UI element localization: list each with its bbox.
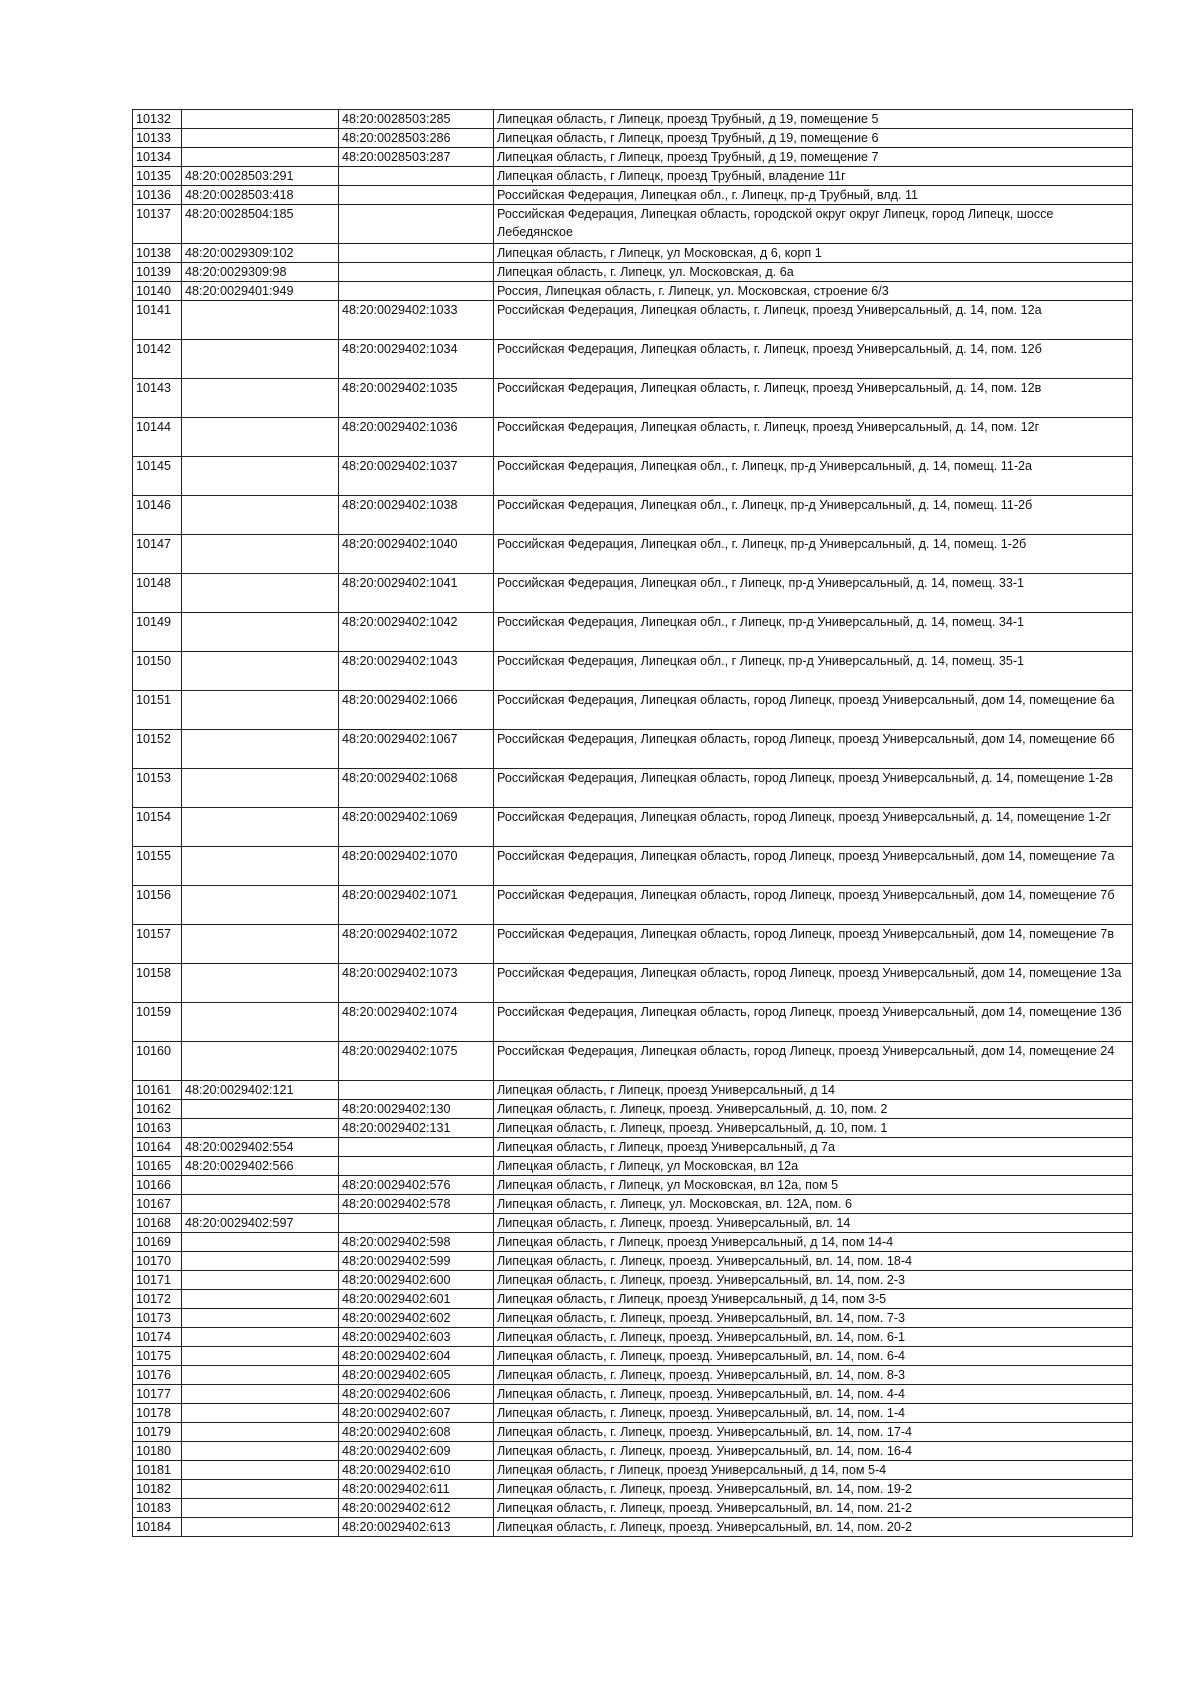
row-number-cell: 10156: [133, 886, 182, 925]
table-row: [133, 613, 1133, 652]
table-row: [133, 691, 1133, 730]
address-cell: Российская Федерация, Липецкая область, город Липецк, проезд Универсальный, дом 14, помещение 6а: [494, 691, 1133, 730]
table-row: [133, 1290, 1133, 1309]
land-cadastral-number-cell: [182, 730, 339, 769]
address-cell: Российская Федерация, Липецкая область, г. Липецк, проезд Универсальный, д. 14, пом. 12в: [494, 379, 1133, 418]
row-number-cell: 10150: [133, 652, 182, 691]
land-cadastral-number-cell: 48:20:0029309:98: [182, 263, 339, 282]
row-number-cell: 10169: [133, 1233, 182, 1252]
land-cadastral-number-cell: [182, 457, 339, 496]
table-row: [133, 1176, 1133, 1195]
row-number-cell: 10135: [133, 167, 182, 186]
premises-cadastral-number-cell: 48:20:0029402:609: [339, 1442, 494, 1461]
row-number-cell: 10146: [133, 496, 182, 535]
premises-cadastral-number-cell: 48:20:0029402:606: [339, 1385, 494, 1404]
land-cadastral-number-cell: [182, 925, 339, 964]
row-number-cell: 10133: [133, 129, 182, 148]
land-cadastral-number-cell: [182, 1176, 339, 1195]
premises-cadastral-number-cell: 48:20:0029402:607: [339, 1404, 494, 1423]
premises-cadastral-number-cell: 48:20:0029402:1036: [339, 418, 494, 457]
row-number-cell: 10149: [133, 613, 182, 652]
land-cadastral-number-cell: [182, 1003, 339, 1042]
premises-cadastral-number-cell: 48:20:0029402:611: [339, 1480, 494, 1499]
row-number-cell: 10180: [133, 1442, 182, 1461]
premises-cadastral-number-cell: 48:20:0029402:1074: [339, 1003, 494, 1042]
premises-cadastral-number-cell: 48:20:0029402:1040: [339, 535, 494, 574]
premises-cadastral-number-cell: 48:20:0029402:613: [339, 1518, 494, 1537]
premises-cadastral-number-cell: 48:20:0029402:610: [339, 1461, 494, 1480]
address-cell: Липецкая область, г. Липецк, проезд. Универсальный, вл. 14, пом. 6-1: [494, 1328, 1133, 1347]
address-cell: Россия, Липецкая область, г. Липецк, ул. Московская, строение 6/3: [494, 282, 1133, 301]
address-cell: Липецкая область, г Липецк, проезд Трубный, д 19, помещение 7: [494, 148, 1133, 167]
address-cell: Российская Федерация, Липецкая обл., г Липецк, пр-д Универсальный, д. 14, помещ. 33-1: [494, 574, 1133, 613]
row-number-cell: 10176: [133, 1366, 182, 1385]
table-row: [133, 1271, 1133, 1290]
row-number-cell: 10168: [133, 1214, 182, 1233]
land-cadastral-number-cell: 48:20:0028503:418: [182, 186, 339, 205]
premises-cadastral-number-cell: 48:20:0029402:1067: [339, 730, 494, 769]
row-number-cell: 10141: [133, 301, 182, 340]
premises-cadastral-number-cell: 48:20:0029402:1035: [339, 379, 494, 418]
table-row: [133, 186, 1133, 205]
premises-cadastral-number-cell: 48:20:0029402:131: [339, 1119, 494, 1138]
premises-cadastral-number-cell: 48:20:0028503:285: [339, 110, 494, 129]
address-cell: Российская Федерация, Липецкая обл., г. Липецк, пр-д Трубный, влд. 11: [494, 186, 1133, 205]
table-row: [133, 148, 1133, 167]
table-row: [133, 925, 1133, 964]
table-row: [133, 1214, 1133, 1233]
row-number-cell: 10182: [133, 1480, 182, 1499]
premises-cadastral-number-cell: 48:20:0029402:1070: [339, 847, 494, 886]
address-cell: Липецкая область, г Липецк, проезд Универсальный, д 14, пом 5-4: [494, 1461, 1133, 1480]
table-row: [133, 1442, 1133, 1461]
row-number-cell: 10155: [133, 847, 182, 886]
premises-cadastral-number-cell: 48:20:0029402:1072: [339, 925, 494, 964]
address-cell: Липецкая область, г Липецк, проезд Трубный, д 19, помещение 5: [494, 110, 1133, 129]
address-cell: Липецкая область, г. Липецк, проезд. Универсальный, д. 10, пом. 2: [494, 1100, 1133, 1119]
row-number-cell: 10139: [133, 263, 182, 282]
land-cadastral-number-cell: [182, 1480, 339, 1499]
address-cell: Липецкая область, г Липецк, проезд Универсальный, д 14, пом 3-5: [494, 1290, 1133, 1309]
address-cell: Липецкая область, г. Липецк, проезд. Универсальный, д. 10, пом. 1: [494, 1119, 1133, 1138]
premises-cadastral-number-cell: 48:20:0029402:600: [339, 1271, 494, 1290]
address-cell: Липецкая область, г Липецк, проезд Универсальный, д 14, пом 14-4: [494, 1233, 1133, 1252]
address-cell: Липецкая область, г. Липецк, проезд. Универсальный, вл. 14, пом. 2-3: [494, 1271, 1133, 1290]
premises-cadastral-number-cell: 48:20:0029402:603: [339, 1328, 494, 1347]
row-number-cell: 10142: [133, 340, 182, 379]
premises-cadastral-number-cell: 48:20:0029402:1071: [339, 886, 494, 925]
row-number-cell: 10181: [133, 1461, 182, 1480]
land-cadastral-number-cell: [182, 1499, 339, 1518]
table-row: [133, 1404, 1133, 1423]
table-row: [133, 730, 1133, 769]
row-number-cell: 10143: [133, 379, 182, 418]
row-number-cell: 10153: [133, 769, 182, 808]
land-cadastral-number-cell: [182, 129, 339, 148]
table-row: [133, 1309, 1133, 1328]
address-cell: Липецкая область, г. Липецк, проезд. Универсальный, вл. 14, пом. 17-4: [494, 1423, 1133, 1442]
premises-cadastral-number-cell: [339, 263, 494, 282]
row-number-cell: 10164: [133, 1138, 182, 1157]
table-row: [133, 244, 1133, 263]
land-cadastral-number-cell: [182, 1385, 339, 1404]
table-row: [133, 205, 1133, 244]
table-row: [133, 1081, 1133, 1100]
address-cell: Российская Федерация, Липецкая область, городской округ округ Липецк, город Липецк, шоссе Лебедянское: [494, 205, 1133, 244]
row-number-cell: 10163: [133, 1119, 182, 1138]
row-number-cell: 10161: [133, 1081, 182, 1100]
land-cadastral-number-cell: [182, 1309, 339, 1328]
premises-cadastral-number-cell: [339, 282, 494, 301]
address-cell: Липецкая область, г. Липецк, проезд. Универсальный, вл. 14: [494, 1214, 1133, 1233]
address-cell: Российская Федерация, Липецкая область, г. Липецк, проезд Универсальный, д. 14, пом. 12г: [494, 418, 1133, 457]
table-row: [133, 1157, 1133, 1176]
address-cell: Российская Федерация, Липецкая обл., г. Липецк, пр-д Универсальный, д. 14, помещ. 11-2а: [494, 457, 1133, 496]
premises-cadastral-number-cell: 48:20:0029402:130: [339, 1100, 494, 1119]
land-cadastral-number-cell: [182, 574, 339, 613]
land-cadastral-number-cell: 48:20:0028503:291: [182, 167, 339, 186]
row-number-cell: 10157: [133, 925, 182, 964]
row-number-cell: 10175: [133, 1347, 182, 1366]
registry-table: [132, 109, 1133, 1537]
premises-cadastral-number-cell: 48:20:0028503:287: [339, 148, 494, 167]
row-number-cell: 10144: [133, 418, 182, 457]
premises-cadastral-number-cell: 48:20:0029402:1033: [339, 301, 494, 340]
land-cadastral-number-cell: [182, 418, 339, 457]
row-number-cell: 10147: [133, 535, 182, 574]
land-cadastral-number-cell: [182, 1461, 339, 1480]
premises-cadastral-number-cell: 48:20:0029402:608: [339, 1423, 494, 1442]
land-cadastral-number-cell: [182, 964, 339, 1003]
land-cadastral-number-cell: [182, 535, 339, 574]
land-cadastral-number-cell: [182, 1347, 339, 1366]
land-cadastral-number-cell: [182, 1518, 339, 1537]
land-cadastral-number-cell: 48:20:0029402:597: [182, 1214, 339, 1233]
row-number-cell: 10183: [133, 1499, 182, 1518]
premises-cadastral-number-cell: 48:20:0029402:1068: [339, 769, 494, 808]
address-cell: Липецкая область, г Липецк, проезд Универсальный, д 7а: [494, 1138, 1133, 1157]
row-number-cell: 10178: [133, 1404, 182, 1423]
land-cadastral-number-cell: [182, 613, 339, 652]
table-row: [133, 1347, 1133, 1366]
address-cell: Липецкая область, г. Липецк, проезд. Универсальный, вл. 14, пом. 16-4: [494, 1442, 1133, 1461]
table-row: [133, 1328, 1133, 1347]
address-cell: Липецкая область, г Липецк, проезд Трубный, владение 11г: [494, 167, 1133, 186]
address-cell: Липецкая область, г Липецк, проезд Трубный, д 19, помещение 6: [494, 129, 1133, 148]
address-cell: Российская Федерация, Липецкая область, город Липецк, проезд Универсальный, дом 14, помещение 24: [494, 1042, 1133, 1081]
premises-cadastral-number-cell: 48:20:0029402:578: [339, 1195, 494, 1214]
premises-cadastral-number-cell: [339, 1157, 494, 1176]
land-cadastral-number-cell: [182, 1442, 339, 1461]
land-cadastral-number-cell: [182, 340, 339, 379]
address-cell: Российская Федерация, Липецкая область, город Липецк, проезд Универсальный, дом 14, помещение 7б: [494, 886, 1133, 925]
table-row: [133, 886, 1133, 925]
table-row: [133, 1461, 1133, 1480]
premises-cadastral-number-cell: 48:20:0029402:601: [339, 1290, 494, 1309]
premises-cadastral-number-cell: 48:20:0029402:1069: [339, 808, 494, 847]
land-cadastral-number-cell: [182, 1271, 339, 1290]
land-cadastral-number-cell: [182, 691, 339, 730]
address-cell: Липецкая область, г. Липецк, ул. Московская, д. 6а: [494, 263, 1133, 282]
premises-cadastral-number-cell: [339, 1138, 494, 1157]
premises-cadastral-number-cell: [339, 186, 494, 205]
row-number-cell: 10165: [133, 1157, 182, 1176]
premises-cadastral-number-cell: [339, 1081, 494, 1100]
table-row: [133, 1100, 1133, 1119]
premises-cadastral-number-cell: 48:20:0029402:1066: [339, 691, 494, 730]
table-row: [133, 282, 1133, 301]
premises-cadastral-number-cell: 48:20:0029402:602: [339, 1309, 494, 1328]
premises-cadastral-number-cell: 48:20:0029402:605: [339, 1366, 494, 1385]
address-cell: Липецкая область, г. Липецк, проезд. Универсальный, вл. 14, пом. 1-4: [494, 1404, 1133, 1423]
row-number-cell: 10137: [133, 205, 182, 244]
address-cell: Российская Федерация, Липецкая обл., г. Липецк, пр-д Универсальный, д. 14, помещ. 11-2б: [494, 496, 1133, 535]
table-row: [133, 301, 1133, 340]
land-cadastral-number-cell: 48:20:0029401:949: [182, 282, 339, 301]
premises-cadastral-number-cell: 48:20:0029402:1041: [339, 574, 494, 613]
table-row: [133, 574, 1133, 613]
land-cadastral-number-cell: [182, 496, 339, 535]
row-number-cell: 10148: [133, 574, 182, 613]
table-row: [133, 1233, 1133, 1252]
table-row: [133, 110, 1133, 129]
table-row: [133, 457, 1133, 496]
table-row: [133, 847, 1133, 886]
land-cadastral-number-cell: 48:20:0029402:554: [182, 1138, 339, 1157]
address-cell: Российская Федерация, Липецкая область, город Липецк, проезд Универсальный, дом 14, помещение 7в: [494, 925, 1133, 964]
land-cadastral-number-cell: [182, 1404, 339, 1423]
land-cadastral-number-cell: [182, 1100, 339, 1119]
table-row: [133, 1195, 1133, 1214]
land-cadastral-number-cell: [182, 1252, 339, 1271]
address-cell: Липецкая область, г Липецк, ул Московская, вл 12а, пом 5: [494, 1176, 1133, 1195]
land-cadastral-number-cell: [182, 1119, 339, 1138]
row-number-cell: 10132: [133, 110, 182, 129]
address-cell: Липецкая область, г. Липецк, проезд. Универсальный, вл. 14, пом. 6-4: [494, 1347, 1133, 1366]
table-row: [133, 1423, 1133, 1442]
land-cadastral-number-cell: [182, 110, 339, 129]
table-row: [133, 769, 1133, 808]
table-row: [133, 1366, 1133, 1385]
row-number-cell: 10158: [133, 964, 182, 1003]
table-row: [133, 808, 1133, 847]
row-number-cell: 10154: [133, 808, 182, 847]
address-cell: Липецкая область, г Липецк, ул Московская, д 6, корп 1: [494, 244, 1133, 263]
premises-cadastral-number-cell: 48:20:0029402:599: [339, 1252, 494, 1271]
land-cadastral-number-cell: [182, 886, 339, 925]
address-cell: Российская Федерация, Липецкая обл., г Липецк, пр-д Универсальный, д. 14, помещ. 35-1: [494, 652, 1133, 691]
table-row: [133, 340, 1133, 379]
row-number-cell: 10179: [133, 1423, 182, 1442]
table-row: [133, 1252, 1133, 1271]
row-number-cell: 10172: [133, 1290, 182, 1309]
table-row: [133, 1138, 1133, 1157]
address-cell: Российская Федерация, Липецкая область, город Липецк, проезд Универсальный, д. 14, помещение 1-2в: [494, 769, 1133, 808]
land-cadastral-number-cell: 48:20:0029309:102: [182, 244, 339, 263]
row-number-cell: 10174: [133, 1328, 182, 1347]
row-number-cell: 10136: [133, 186, 182, 205]
land-cadastral-number-cell: [182, 1290, 339, 1309]
address-cell: Российская Федерация, Липецкая область, город Липецк, проезд Универсальный, дом 14, помещение 13б: [494, 1003, 1133, 1042]
address-cell: Российская Федерация, Липецкая область, город Липецк, проезд Универсальный, дом 14, помещение 6б: [494, 730, 1133, 769]
table-row: [133, 167, 1133, 186]
address-cell: Липецкая область, г. Липецк, проезд. Универсальный, вл. 14, пом. 8-3: [494, 1366, 1133, 1385]
address-cell: Российская Федерация, Липецкая область, город Липецк, проезд Универсальный, дом 14, помещение 13а: [494, 964, 1133, 1003]
row-number-cell: 10170: [133, 1252, 182, 1271]
premises-cadastral-number-cell: 48:20:0029402:576: [339, 1176, 494, 1195]
row-number-cell: 10166: [133, 1176, 182, 1195]
row-number-cell: 10184: [133, 1518, 182, 1537]
premises-cadastral-number-cell: [339, 205, 494, 244]
address-cell: Липецкая область, г. Липецк, проезд. Универсальный, вл. 14, пом. 7-3: [494, 1309, 1133, 1328]
land-cadastral-number-cell: [182, 1233, 339, 1252]
row-number-cell: 10140: [133, 282, 182, 301]
land-cadastral-number-cell: [182, 847, 339, 886]
address-cell: Липецкая область, г. Липецк, проезд. Универсальный, вл. 14, пом. 4-4: [494, 1385, 1133, 1404]
row-number-cell: 10160: [133, 1042, 182, 1081]
premises-cadastral-number-cell: [339, 167, 494, 186]
land-cadastral-number-cell: [182, 1328, 339, 1347]
address-cell: Липецкая область, г Липецк, проезд Универсальный, д 14: [494, 1081, 1133, 1100]
address-cell: Липецкая область, г Липецк, ул Московская, вл 12а: [494, 1157, 1133, 1176]
premises-cadastral-number-cell: 48:20:0028503:286: [339, 129, 494, 148]
table-row: [133, 379, 1133, 418]
table-row: [133, 129, 1133, 148]
table-row: [133, 496, 1133, 535]
address-cell: Российская Федерация, Липецкая область, город Липецк, проезд Универсальный, дом 14, помещение 7а: [494, 847, 1133, 886]
table-row: [133, 1042, 1133, 1081]
document-page: [132, 109, 1132, 1537]
table-row: [133, 1003, 1133, 1042]
address-cell: Российская Федерация, Липецкая обл., г Липецк, пр-д Универсальный, д. 14, помещ. 34-1: [494, 613, 1133, 652]
land-cadastral-number-cell: [182, 301, 339, 340]
address-cell: Российская Федерация, Липецкая область, город Липецк, проезд Универсальный, д. 14, помещение 1-2г: [494, 808, 1133, 847]
row-number-cell: 10173: [133, 1309, 182, 1328]
address-cell: Липецкая область, г. Липецк, проезд. Универсальный, вл. 14, пом. 20-2: [494, 1518, 1133, 1537]
land-cadastral-number-cell: 48:20:0029402:566: [182, 1157, 339, 1176]
table-row: [133, 1518, 1133, 1537]
table-row: [133, 535, 1133, 574]
premises-cadastral-number-cell: 48:20:0029402:1075: [339, 1042, 494, 1081]
premises-cadastral-number-cell: 48:20:0029402:612: [339, 1499, 494, 1518]
address-cell: Липецкая область, г. Липецк, проезд. Универсальный, вл. 14, пом. 18-4: [494, 1252, 1133, 1271]
table-row: [133, 418, 1133, 457]
land-cadastral-number-cell: [182, 148, 339, 167]
row-number-cell: 10162: [133, 1100, 182, 1119]
address-cell: Липецкая область, г. Липецк, ул. Московская, вл. 12А, пом. 6: [494, 1195, 1133, 1214]
land-cadastral-number-cell: 48:20:0028504:185: [182, 205, 339, 244]
address-cell: Российская Федерация, Липецкая область, г. Липецк, проезд Универсальный, д. 14, пом. 12б: [494, 340, 1133, 379]
row-number-cell: 10152: [133, 730, 182, 769]
premises-cadastral-number-cell: 48:20:0029402:1037: [339, 457, 494, 496]
row-number-cell: 10151: [133, 691, 182, 730]
premises-cadastral-number-cell: 48:20:0029402:598: [339, 1233, 494, 1252]
land-cadastral-number-cell: [182, 769, 339, 808]
land-cadastral-number-cell: 48:20:0029402:121: [182, 1081, 339, 1100]
table-row: [133, 1480, 1133, 1499]
land-cadastral-number-cell: [182, 1366, 339, 1385]
premises-cadastral-number-cell: 48:20:0029402:1073: [339, 964, 494, 1003]
row-number-cell: 10159: [133, 1003, 182, 1042]
address-cell: Российская Федерация, Липецкая область, г. Липецк, проезд Универсальный, д. 14, пом. 12а: [494, 301, 1133, 340]
premises-cadastral-number-cell: [339, 1214, 494, 1233]
land-cadastral-number-cell: [182, 1195, 339, 1214]
premises-cadastral-number-cell: 48:20:0029402:1034: [339, 340, 494, 379]
table-row: [133, 1499, 1133, 1518]
land-cadastral-number-cell: [182, 379, 339, 418]
row-number-cell: 10171: [133, 1271, 182, 1290]
row-number-cell: 10138: [133, 244, 182, 263]
address-cell: Российская Федерация, Липецкая обл., г. Липецк, пр-д Универсальный, д. 14, помещ. 1-2б: [494, 535, 1133, 574]
premises-cadastral-number-cell: 48:20:0029402:1038: [339, 496, 494, 535]
row-number-cell: 10134: [133, 148, 182, 167]
row-number-cell: 10177: [133, 1385, 182, 1404]
row-number-cell: 10145: [133, 457, 182, 496]
land-cadastral-number-cell: [182, 1042, 339, 1081]
premises-cadastral-number-cell: [339, 244, 494, 263]
table-row: [133, 964, 1133, 1003]
table-row: [133, 652, 1133, 691]
premises-cadastral-number-cell: 48:20:0029402:604: [339, 1347, 494, 1366]
table-row: [133, 1119, 1133, 1138]
premises-cadastral-number-cell: 48:20:0029402:1043: [339, 652, 494, 691]
address-cell: Липецкая область, г. Липецк, проезд. Универсальный, вл. 14, пом. 19-2: [494, 1480, 1133, 1499]
table-row: [133, 1385, 1133, 1404]
registry-table-body: [133, 110, 1133, 1537]
row-number-cell: 10167: [133, 1195, 182, 1214]
land-cadastral-number-cell: [182, 1423, 339, 1442]
land-cadastral-number-cell: [182, 808, 339, 847]
table-row: [133, 263, 1133, 282]
land-cadastral-number-cell: [182, 652, 339, 691]
address-cell: Липецкая область, г. Липецк, проезд. Универсальный, вл. 14, пом. 21-2: [494, 1499, 1133, 1518]
premises-cadastral-number-cell: 48:20:0029402:1042: [339, 613, 494, 652]
